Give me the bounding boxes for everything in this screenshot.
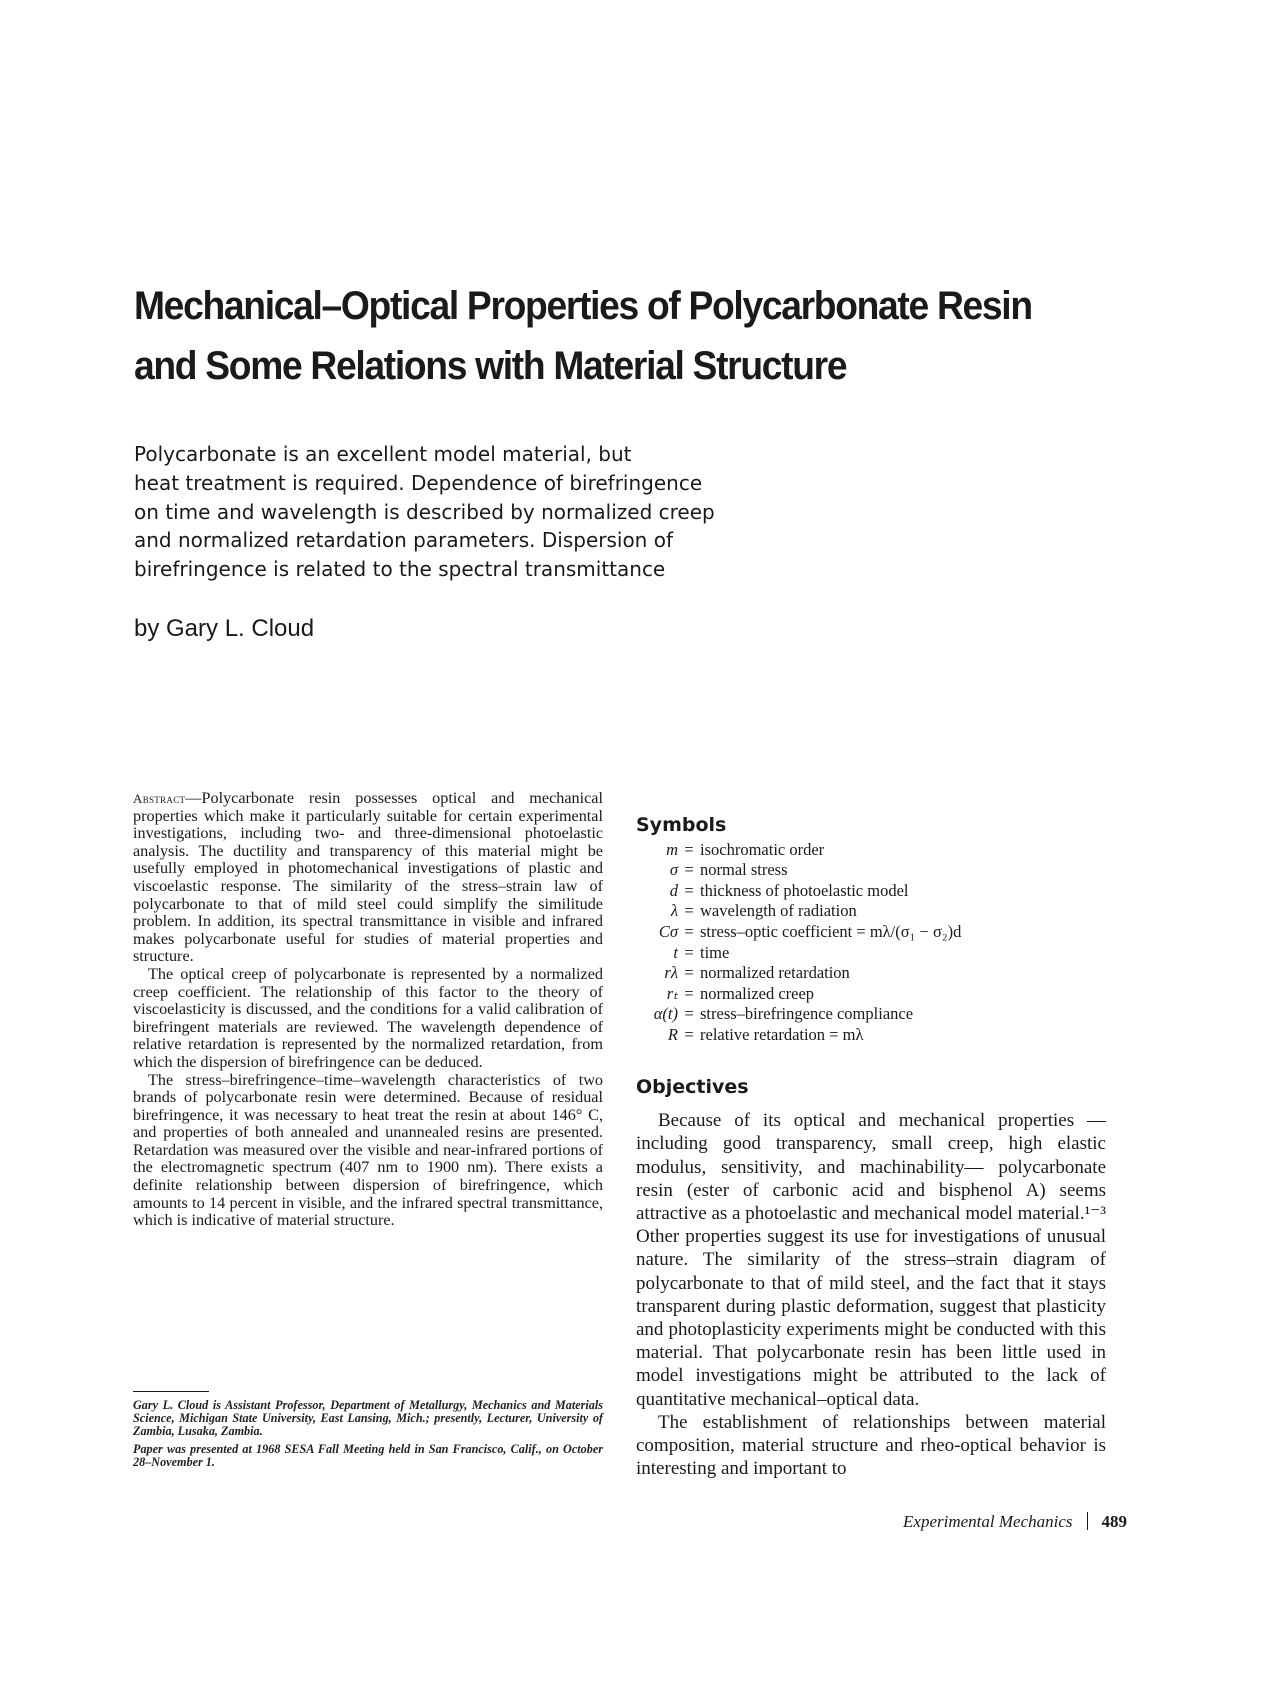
symbol: λ [670,901,678,921]
symbol-definition: normal stress [700,860,788,880]
objectives-section [636,1076,1106,1480]
symbols-heading: Symbols [636,814,727,836]
abstract-dash: — [185,789,202,807]
objectives-paragraph: The establishment of relationships between material composition, material structure and rheo-optical behavior is interesting and important to [636,1411,1106,1480]
symbol: d [669,880,678,900]
equals-sign: = [684,1024,694,1044]
symbol-row [636,943,1116,964]
symbol-definition: normalized creep [700,983,815,1003]
abstract-text: Polycarbonate resin possesses optical and mechanical properties which make it particularly suitable for certain experimental investigations, including two- and three-dimensional photoelastic analysis. The ductility and transparency of this material might be usefully employed in photomechanical investigations of plastic and viscoelastic response. The similarity of the stress–strain law of polycarbonate to that of mild steel could simplify the similitude problem. In addition, its spectral transmittance in visible and infrared makes polycarbonate useful for studies of material properties and structure. [133,789,603,966]
equals-sign: = [684,880,694,900]
symbol-row [636,984,1116,1005]
footer-divider [1087,1512,1088,1530]
symbol-definition: relative retardation = mλ [700,1024,864,1044]
page-number: 489 [1101,1512,1127,1531]
symbol-definition: isochromatic order [700,839,825,859]
page-footer [903,1512,1127,1532]
objectives-heading: Objectives [636,1076,749,1098]
footnote-author: Gary L. Cloud is Assistant Professor, Department of Metallurgy, Mechanics and Materials Science, Michigan State University, East Lansing, Mich.; presently, Lecturer, University of Zambia, Lusaka, Zambia. [133,1398,603,1439]
symbol-definition: time [700,942,730,962]
symbol-row [636,1004,1116,1025]
equals-sign: = [684,860,694,880]
equals-sign: = [684,942,694,962]
subtitle-line: Polycarbonate is an excellent model material, but [134,442,632,466]
abstract [133,790,603,1230]
subtitle-line: and normalized retardation parameters. Dispersion of [134,528,673,553]
subtitle [134,440,754,584]
abstract-paragraph: The stress–birefringence–time–wavelength characteristics of two brands of polycarbonate resin were determined. Because of residual birefringence, it was necessary to heat treat the resin at about 146° C, and properties of both annealed and unannealed resins are presented. Retardation was measured over the visible and near-infrared portions of the electromagnetic spectrum (407 nm to 1900 nm). There exists a definite relationship between dispersion of birefringence, which amounts to 14 percent in visible, and the infrared spectral transmittance, which is indicative of material structure. [133,1070,603,1230]
abstract-paragraph: The optical creep of polycarbonate is represented by a normalized creep coefficient. The relationship of this factor to the theory of viscoelasticity is discussed, and the conditions for a valid calibration of birefringent materials are reviewed. The wavelength dependence of relative retardation is represented by the normalized retardation, from which the dispersion of birefringence can be deduced. [133,964,603,1071]
equals-sign: = [684,1004,694,1024]
equals-sign: = [684,901,694,921]
footnotes [133,1399,603,1473]
symbol: t [673,942,678,962]
abstract-label: Abstract [133,791,186,806]
symbol: R [667,1024,678,1044]
footnote-presentation: Paper was presented at 1968 SESA Fall Meeting held in San Francisco, Calif., on October 28–November 1. [133,1441,603,1469]
symbol-row [636,860,1116,881]
author-byline: by Gary L. Cloud [134,615,315,642]
symbol-row [636,922,1116,943]
subtitle-line: on time and wavelength is described by normalized creep [134,499,715,524]
symbol-row [636,840,1116,861]
objectives-paragraph: Because of its optical and mechanical properties —including good transparency, small creep, high elastic modulus, sensitivity, and machinability— polycarbonate resin (ester of carbonic acid and bisphenol A) seems attractive as a photoelastic and mechanical model material.¹⁻³ Other properties suggest its use for investigations of unusual nature. The similarity of the stress–strain diagram of polycarbonate to that of mild steel, and the fact that it stays transparent during plastic deformation, suggest that plasticity and photoplasticity experiments might be conducted with this material. That polycarbonate resin has been little used in model investigations might be attributed to the lack of quantitative mechanical–optical data. [636,1110,1106,1410]
symbol: Cσ [658,921,678,941]
abstract-paragraph [133,790,603,966]
equals-sign: = [684,839,694,859]
subtitle-line: heat treatment is required. Dependence of birefringence [134,470,703,495]
journal-name: Experimental Mechanics [903,1512,1073,1531]
subtitle-line: birefringence is related to the spectral transmittance [134,557,666,582]
symbol-row [636,901,1116,922]
equals-sign: = [684,963,694,983]
paper-title [134,276,1064,396]
symbol: α(t) [653,1004,678,1024]
title-line-2: and Some Relations with Material Structure [134,344,847,388]
symbol-definition: stress–birefringence compliance [700,1004,914,1024]
equals-sign: = [684,921,694,941]
symbol-row [636,963,1116,984]
symbol: σ [669,860,678,880]
symbol: rλ [664,963,678,983]
equals-sign: = [684,983,694,1003]
symbol-row [636,1025,1116,1046]
symbol-definition: wavelength of radiation [700,901,857,921]
symbol-definition: thickness of photoelastic model [700,880,909,900]
symbol-definition: stress–optic coefficient = mλ/(σ₁ − σ₂)d [700,921,962,941]
symbols-list [636,840,1116,1046]
title-line-1: Mechanical–Optical Properties of Polycarbonate Resin [134,284,1032,328]
symbols-section [636,815,1116,1046]
symbol: m [666,839,678,859]
symbol-row [636,881,1116,902]
symbol-definition: normalized retardation [700,963,850,983]
footnote-rule [133,1391,209,1392]
symbol: rₜ [666,983,678,1003]
